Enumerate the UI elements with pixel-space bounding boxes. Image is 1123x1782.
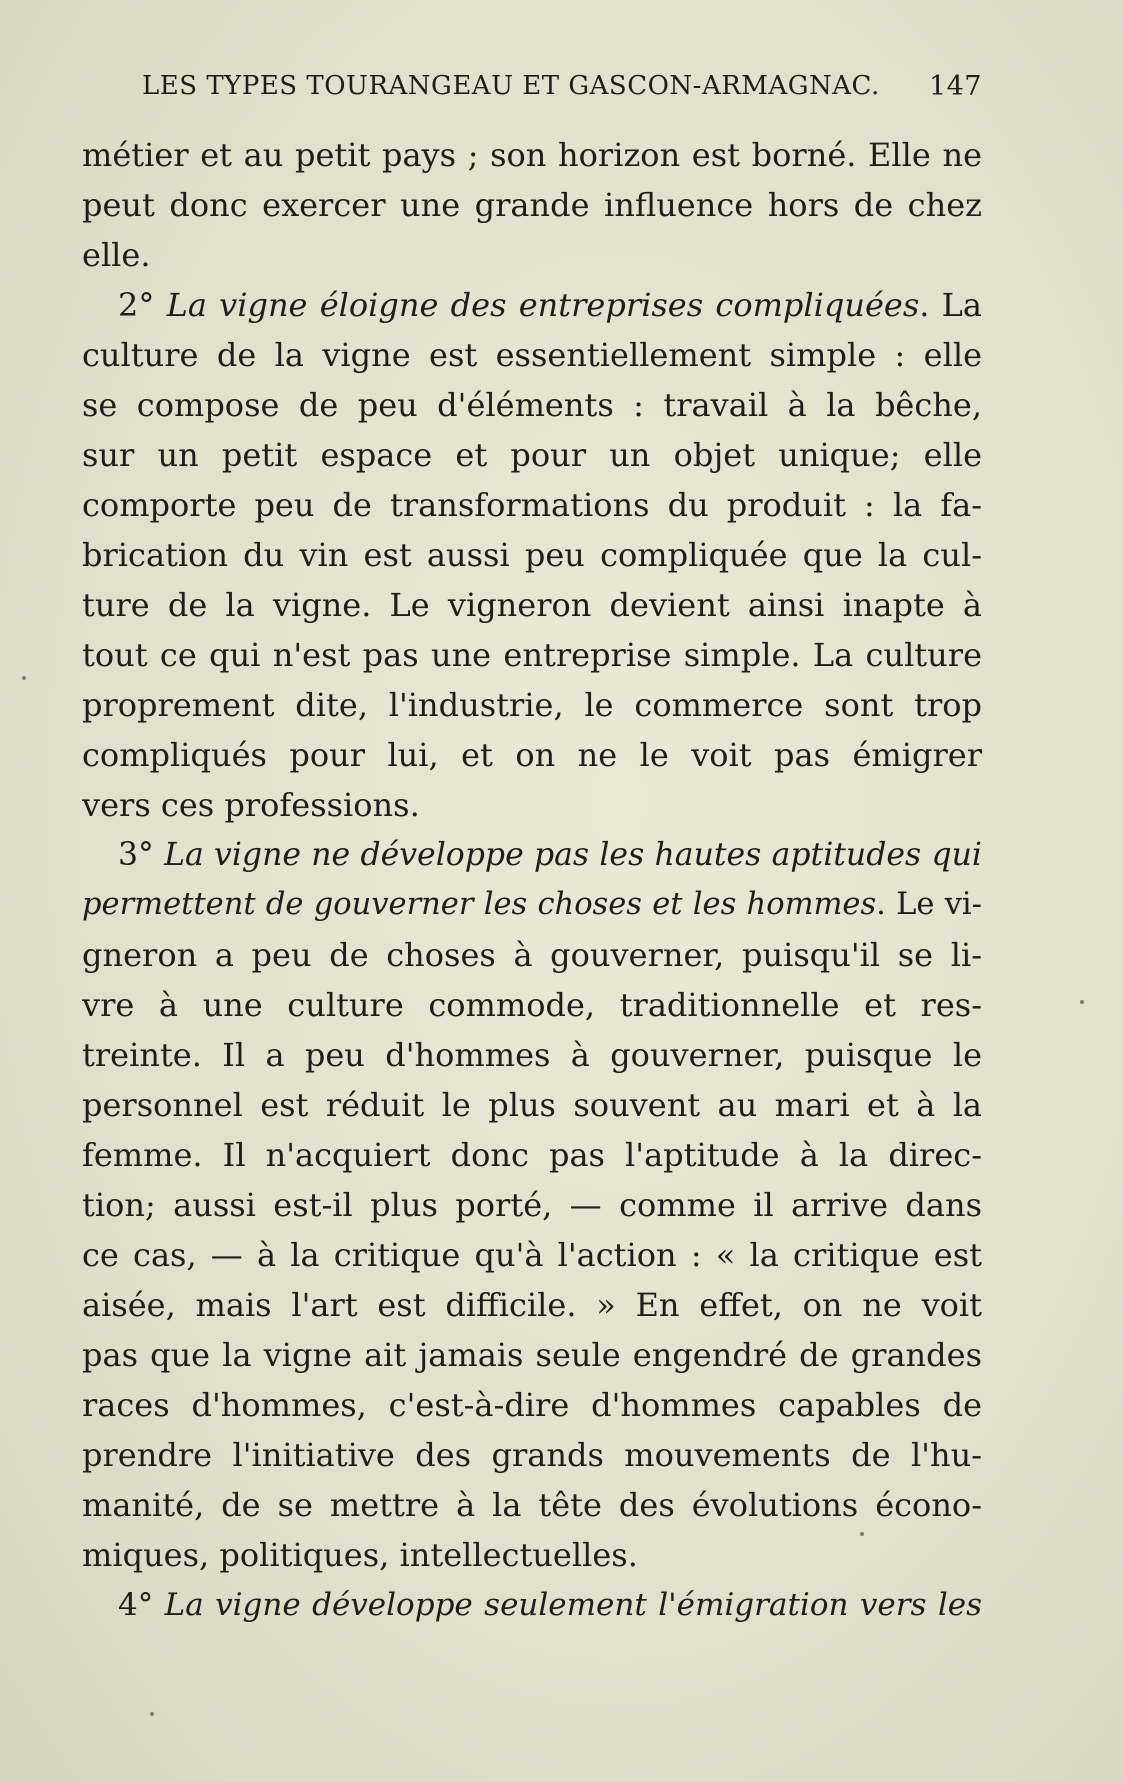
body-text-segment: métier et au petit pays ; son horizon est borné. Elle ne <box>82 136 982 174</box>
body-text-segment: peut donc exercer une grande influence hors de chez <box>82 186 982 224</box>
text-line <box>82 380 982 430</box>
paper-speck <box>860 1532 864 1536</box>
body-text-segment: se compose de peu d'éléments : travail à la bêche, <box>82 386 982 424</box>
body-text-segment: 4° <box>118 1587 165 1623</box>
text-line <box>82 830 982 880</box>
body-text-segment: vre à une culture commode, traditionnelle et res- <box>82 986 982 1024</box>
body-text-segment: femme. Il n'acquiert donc pas l'aptitude à la direc- <box>82 1136 982 1174</box>
text-line <box>82 880 982 930</box>
text-line <box>82 1130 982 1180</box>
text-line <box>82 1380 982 1430</box>
text-line <box>82 630 982 680</box>
text-line <box>82 330 982 380</box>
body-text-segment: compliqués pour lui, et on ne le voit pas émigrer <box>82 736 982 774</box>
text-line <box>82 1480 982 1530</box>
italic-heading-text: La vigne ne développe pas les hautes aptitudes qui <box>164 837 982 873</box>
body-text <box>82 130 982 1630</box>
body-text-segment: . La <box>919 286 983 324</box>
body-text-segment: 2° <box>118 286 167 324</box>
text-line <box>82 780 982 830</box>
italic-heading-text: permettent de gouverner les choses et les hommes <box>82 887 877 922</box>
body-text-segment: ture de la vigne. Le vigneron devient ainsi inapte à <box>82 586 982 624</box>
text-line <box>82 1330 982 1380</box>
body-text-segment: gneron a peu de choses à gouverner, puisqu'il se li- <box>82 936 982 974</box>
paper-speck <box>1080 1000 1084 1004</box>
italic-heading-text: La vigne éloigne des entreprises compliquées <box>166 286 920 324</box>
text-line <box>82 1080 982 1130</box>
text-line <box>82 1230 982 1280</box>
text-line <box>82 1580 982 1630</box>
text-line <box>82 1180 982 1230</box>
body-text-segment: proprement dite, l'industrie, le commerce sont trop <box>82 686 982 724</box>
page-number: 147 <box>928 70 982 102</box>
body-text-segment: miques, politiques, intellectuelles. <box>82 1536 638 1574</box>
body-text-segment: comporte peu de transformations du produit : la fa- <box>82 486 982 524</box>
body-text-segment: aisée, mais l'art est difficile. » En effet, on ne voit <box>82 1286 982 1324</box>
body-text-segment: prendre l'initiative des grands mouvements de l'hu- <box>82 1436 982 1474</box>
text-line <box>82 680 982 730</box>
body-text-segment: personnel est réduit le plus souvent au mari et à la <box>82 1086 982 1124</box>
body-text-segment: races d'hommes, c'est-à-dire d'hommes capables de <box>82 1386 982 1424</box>
body-text-segment: vers ces professions. <box>82 786 420 824</box>
running-header <box>142 66 982 106</box>
body-text-segment: treinte. Il a peu d'hommes à gouverner, puisque le <box>82 1036 982 1074</box>
text-line <box>82 130 982 180</box>
text-line <box>82 1280 982 1330</box>
text-line <box>82 530 982 580</box>
body-text-segment: . Le vi- <box>876 887 982 922</box>
text-line <box>82 1430 982 1480</box>
body-text-segment: brication du vin est aussi peu compliquée que la cul- <box>82 536 982 574</box>
body-text-segment: pas que la vigne ait jamais seule engendré de grandes <box>82 1336 982 1374</box>
body-text-segment: manité, de se mettre à la tête des évolutions écono- <box>82 1486 982 1524</box>
text-line <box>82 580 982 630</box>
paper-speck <box>22 676 26 680</box>
text-line <box>82 230 982 280</box>
text-line <box>82 980 982 1030</box>
body-text-segment: elle. <box>82 236 151 274</box>
body-text-segment: tout ce qui n'est pas une entreprise simple. La culture <box>82 636 982 674</box>
text-line <box>82 930 982 980</box>
italic-heading-text: La vigne développe seulement l'émigration vers les <box>164 1587 983 1623</box>
body-text-segment: tion; aussi est-il plus porté, — comme il arrive dans <box>82 1186 982 1224</box>
text-line <box>82 280 982 330</box>
text-line <box>82 1530 982 1580</box>
body-text-segment: sur un petit espace et pour un objet unique; elle <box>82 436 982 474</box>
running-title: LES TYPES TOURANGEAU ET GASCON-ARMAGNAC. <box>142 71 880 101</box>
body-text-segment: 3° <box>118 837 165 873</box>
text-line <box>82 480 982 530</box>
text-line <box>82 180 982 230</box>
text-line <box>82 430 982 480</box>
body-text-segment: ce cas, — à la critique qu'à l'action : « la critique est <box>82 1236 982 1274</box>
body-text-segment: culture de la vigne est essentiellement simple : elle <box>82 336 982 374</box>
text-line <box>82 730 982 780</box>
text-line <box>82 1030 982 1080</box>
paper-speck <box>150 1712 154 1716</box>
